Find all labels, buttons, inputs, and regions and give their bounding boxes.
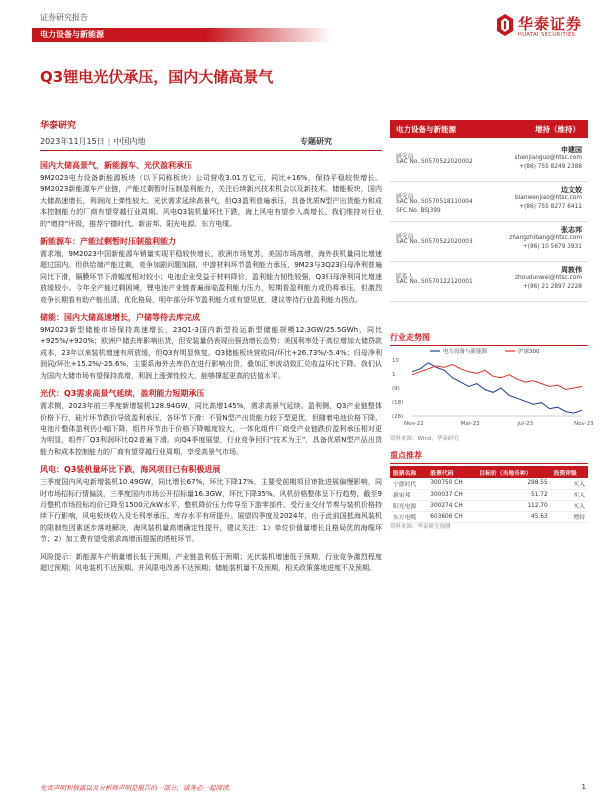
publisher: 华泰研究 — [40, 121, 77, 131]
y-tick-label: (9) — [392, 386, 400, 392]
col-target: 目标价（当地币种） — [476, 466, 550, 478]
analyst-email[interactable]: shenjianguo@htsc.com — [514, 155, 582, 161]
col-code: 股票代码 — [427, 466, 476, 478]
trend-heading: 行业走势图 — [390, 332, 588, 346]
section-storage — [40, 312, 382, 382]
analyst-card — [390, 182, 588, 222]
section-wind — [40, 464, 382, 545]
section-heading: 新能源车：产能过剩暂时压制盈利能力 — [40, 237, 176, 247]
analyst-name: 边文姣 — [561, 186, 582, 194]
analyst-tel: +(86) 21 2897 2228 — [522, 284, 582, 290]
report-date: 2023年11月15日 — [40, 137, 105, 146]
section-text: 9M2023新型储能市场保持高速增长，23Q1-3国内新型投运新型储能规模12.3GW/25.5GWh，同比+925%/+920%；欧洲户储去库影响出货，但安装量仍表现出强劲增长态势；美国利率处于高位增加大储贷款成本，23年以来装机增速有所放缓，但Q3有明显恢复。Q3储能板块营收同/环比+26.73%/-5.4%；归母净利润同/环比+15.2%/-25.6%，主要系海外去库仍在进行影响出货，叠加汇率波动致汇兑收益环比下降。我们认为国内大储市场有望保持高增，利润上涨弹性较大，能够撑起更高的估值水平。 — [40, 326, 382, 380]
col-name: 股票名称 — [390, 466, 427, 478]
rating-value: 增持（维持） — [535, 125, 580, 134]
table-row — [390, 478, 588, 489]
trend-chart — [390, 346, 594, 430]
analyst-name: 周敦伟 — [561, 266, 582, 274]
analyst-card — [390, 142, 588, 182]
disclaimer-footer: 免责声明和披露以及分析师声明是报告的一部分，请务必一起阅读。 — [40, 784, 235, 792]
report-kind: 专题研究 — [300, 137, 332, 146]
target-price: 45.63 — [476, 511, 550, 522]
analyst-email[interactable]: zhangzhibang@htsc.com — [509, 235, 582, 241]
risk-text: 风险提示：新能源车产销量增长低于预期，产业链盈利低于预期；光伏装机增速低于预期，行业竞争激烈程度超过预期；风电装机不达预期、并风限电改善不达预期；储能装机量不及预期，相关政策落地进度不及预期。 — [40, 552, 382, 572]
analyst-email[interactable]: bianwenjiao@htsc.com — [515, 195, 582, 201]
table-row — [390, 489, 588, 500]
series-line — [412, 363, 582, 413]
logo-name: 华泰证券 — [518, 15, 583, 33]
divider — [40, 150, 382, 151]
analyst-tel: +(86) 10 5679 3931 — [522, 244, 582, 250]
legend-label: 沪深300 — [518, 349, 540, 355]
y-tick-label: (18) — [392, 400, 404, 406]
analyst-sac: SAC No. S0570122120001 — [396, 279, 473, 285]
recs-source: 资料来源：华泰研究预测 — [390, 524, 451, 530]
recs-heading: 重点推荐 — [390, 450, 588, 464]
section-risk — [40, 552, 382, 575]
analyst-role: 研究员 — [396, 154, 414, 160]
stock-code: 300750 CH — [427, 478, 476, 489]
analyst-list — [390, 142, 588, 302]
section-heading: 国内大储高景气，新能源车、光伏盈利承压 — [40, 161, 192, 170]
logo-mark-icon — [496, 13, 514, 37]
stock-rating: 增持 — [551, 511, 588, 522]
x-tick-label: Mar-23 — [460, 421, 480, 427]
stock-code: 603606 CH — [427, 511, 476, 522]
logo — [496, 10, 588, 44]
rating-bar — [390, 120, 588, 138]
table-row — [390, 500, 588, 511]
logo-en: HUATAI SECURITIES — [518, 32, 576, 38]
stock-rating: 买入 — [551, 500, 588, 511]
analyst-name: 申建国 — [561, 146, 582, 154]
stock-name: 阳光电源 — [390, 500, 427, 511]
analyst-role: 联系人 — [396, 274, 414, 280]
section-text: 三季度国内风电新增装机10.49GW，同比增长67%，环比下降17%，主要受前期项目审批进展偏慢影响，同时市场招标行情偏淡，三季度国内市场公开招标量16.3GW，环比下降35%。风机价格整体呈下行趋势，截至9月整机市场投标均价已降至1500元/kW水平，整机降价压力传导至下游零部件。受行业交付节奏与装机价格持续下行影响，风电板块收入及毛利率承压，库存水平有所提升。展望四季度及2024年，由于此前国抵海风装机的限制性因素逐步落地解决，海风装机量高增确定性提升，建议关注：1）单位价值量增长且格局优的海缆环节；2）加工费有望受需求高增而提振的塔桩环节。 — [40, 478, 382, 544]
section-heading: 光伏：Q3需求高景气延续，盈利能力短期承压 — [40, 389, 205, 399]
y-tick-label: 1 — [392, 372, 396, 378]
stock-name: 东方电缆 — [390, 511, 427, 522]
x-tick-label: Nov-22 — [404, 421, 424, 427]
stock-name: 宁德时代 — [390, 478, 427, 489]
analyst-sac: SAC No. S0570522020002 — [396, 159, 473, 165]
analyst-sfc: SFC No. BSJ399 — [396, 208, 441, 214]
trend-chart-svg — [390, 346, 594, 430]
x-tick-label: Nov-23 — [574, 421, 594, 427]
y-tick-label: (28) — [392, 414, 404, 420]
table-row — [390, 511, 588, 522]
analyst-card — [390, 222, 588, 262]
section-overview — [40, 160, 382, 230]
section-text: 需求侧，2023年前三季度新增装机128.94GW，同比高增145%，需求高景气延续。盈利侧，Q3产业链整体价格下行，硅片环节跌价导致盈利承压，各环节下滑：不管N型产出货能力较下型更优，但随着电池价格下降，电池片整体盈利仍小幅下降，组件环节由于价格下降幅度较大，一体化组件厂商受产业链跌价盈利承压相对更为明显，组件厂Q3利润环比Q2普遍下滑。向Q4季度展望，行业竞争回归“技术为王”，具备优质N型产品出货能力和成本控制能力的厂商有望穿越行业周期，享受高景气市场。 — [40, 402, 382, 456]
y-tick-label: 10 — [392, 358, 399, 364]
stock-name: 新宙邦 — [390, 489, 427, 500]
legend-label: 电力设备与新能源 — [443, 349, 488, 355]
analyst-role: 研究员 — [396, 194, 414, 200]
section-text: 需求端，9M2023中国新能源车销量实现平稳较快增长，欧洲市场复苏，美国市场高增，海外获机量同比增速超过国内。但供给端产能过剩，竞争加剧问题加剧，中游材料环节盈利能力承压，9M23与3Q23归母净利普遍同比下滑，隔膜环节下滑幅度相对较小；电池企业受益于材料降价，盈利能力韧性较强，Q3归母净利同比增速放缓较小。今年全产能过剩困境，锂电池产业链普遍面临盈利能力压力，短期看盈利能力或仍将承压，但激烈竞争长期看有助产能出清、优化格局，明年部分环节盈利能力或有望见底，建议等待行业盈利能力拐点。 — [40, 250, 382, 304]
analyst-tel: +(86) 755 8249 2388 — [519, 164, 582, 170]
section-heading: 风电：Q3装机量环比下跌，海风项目已有积极进展 — [40, 465, 221, 475]
section-text: 9M2023电力设备新能源板块（以下同称板块）公司营收3.01万亿元，同比+16%，保持平稳较快增长。9M2023新能源车产业链，产能过剩暂时压制盈利能力，关注后续新兴技术机会以及新技术。储能板块，国内大储高速增长，利润向上弹性较大。光伏需求延续高景气，但Q3盈利普遍承压，具备优质N型产出货能力和成本控制能力的厂商有望穿越行业周期。风电Q3装机量环比下跌，海上风电有望步入高增长。我们维持对行业的“增持”评级，推荐宁德时代、新宙邦、阳光电源、东方电缆。 — [40, 174, 382, 228]
analyst-role: 研究员 — [396, 234, 414, 240]
separator: | — [107, 137, 111, 146]
recs-header-row — [390, 466, 588, 478]
section-ev — [40, 236, 382, 306]
section-heading: 储能：国内大储高速增长，户储等待去库完成 — [40, 313, 200, 323]
rating-sector: 电力设备与新能源 — [396, 125, 456, 134]
analyst-email[interactable]: zhoudunwei@htsc.com — [514, 275, 582, 281]
recs-table — [390, 466, 588, 523]
analyst-sac: SAC No. S0570518110004 — [396, 199, 473, 205]
doc-type: 证券研究报告 — [40, 13, 88, 22]
region: 中国内地 — [113, 137, 146, 146]
stock-code: 300274 CH — [427, 500, 476, 511]
stock-rating: 买入 — [551, 478, 588, 489]
analyst-card — [390, 262, 588, 302]
sector-tag: 电力设备与新能源 — [32, 28, 332, 42]
chart-source: 资料来源：Wind，华泰研究 — [390, 436, 459, 442]
page-number: 1 — [581, 783, 586, 791]
report-title: Q3锂电光伏承压，国内大储高景气 — [40, 68, 274, 86]
target-price: 51.72 — [476, 489, 550, 500]
analyst-name: 张志邦 — [561, 226, 582, 234]
col-rating: 投资评级 — [551, 466, 588, 478]
stock-code: 300037 CH — [427, 489, 476, 500]
report-body — [40, 160, 382, 580]
analyst-sac: SAC No. S0570522020003 — [396, 239, 473, 245]
section-solar — [40, 388, 382, 458]
dateline — [40, 136, 145, 147]
target-price: 298.55 — [476, 478, 550, 489]
x-tick-label: Jul-23 — [517, 421, 533, 427]
stock-rating: 买入 — [551, 489, 588, 500]
target-price: 112.70 — [476, 500, 550, 511]
analyst-tel: +(86) 755 8277 6411 — [519, 204, 582, 210]
